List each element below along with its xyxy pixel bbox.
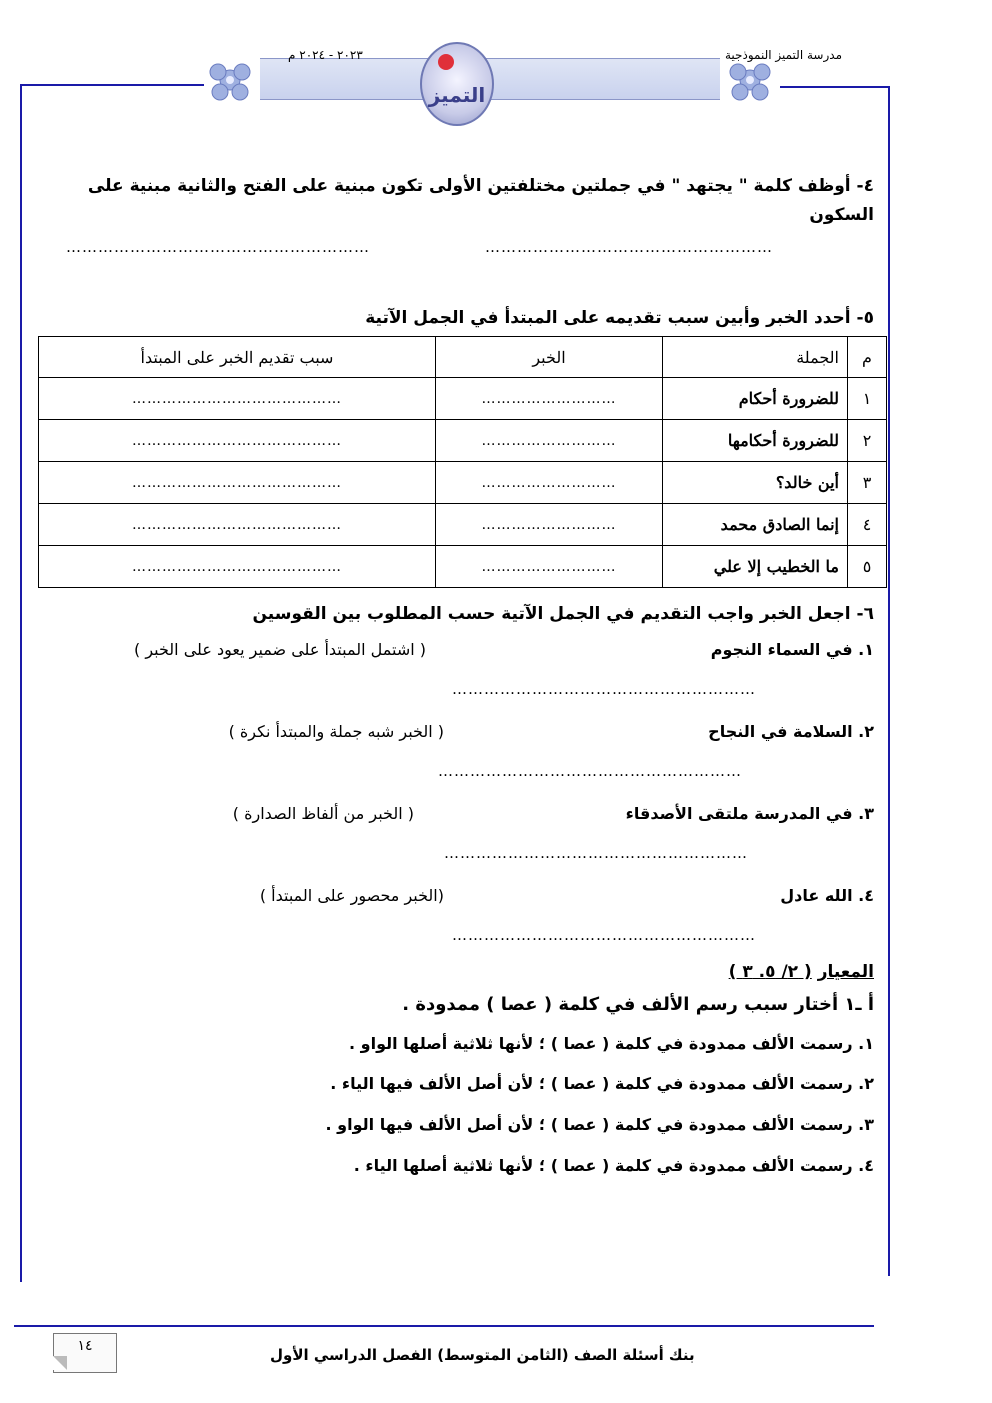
row-sentence: ما الخطيب إلا علي	[663, 546, 848, 588]
khabar-answer-field[interactable]: ………………………	[481, 390, 617, 407]
standard-label: المعيار	[817, 962, 874, 982]
table-header-row	[39, 337, 887, 378]
option-1[interactable]: ١. رسمت الألف ممدودة في كلمة ( عصا ) ؛ لأنها ثلاثية أصلها الواو .	[349, 1034, 874, 1053]
standard-code: ( ٢/ ٥. ٣ )	[728, 962, 812, 982]
academic-year: ٢٠٢٣ - ٢٠٢٤ م	[288, 48, 363, 62]
q6-title: ٦- اجعل الخبر واجب التقديم في الجمل الآتية حسب المطلوب بين القوسين	[252, 604, 874, 624]
option-4[interactable]: ٤. رسمت الألف ممدودة في كلمة ( عصا ) ؛ لأنها ثلاثية أصلها الياء .	[353, 1156, 874, 1175]
q6-item-1-sentence: ١. في السماء النجوم	[710, 640, 874, 659]
q4-answer-line-left[interactable]: …………………………………………………	[66, 238, 370, 256]
table-row	[39, 504, 887, 546]
logo-emblem-icon	[422, 44, 492, 124]
header-sentence: الجملة	[663, 337, 848, 378]
reason-answer-field[interactable]: ……………………………………	[132, 474, 342, 491]
q6-item-3-condition: ( الخبر من ألفاظ الصدارة )	[232, 804, 414, 823]
table-row	[39, 462, 887, 504]
school-logo	[420, 42, 494, 126]
row-num: ٤	[848, 504, 887, 546]
row-num: ٢	[848, 420, 887, 462]
khabar-answer-field[interactable]: ………………………	[481, 432, 617, 449]
table-row	[39, 546, 887, 588]
row-num: ٥	[848, 546, 887, 588]
header-num: م	[848, 337, 887, 378]
q5-title: ٥- أحدد الخبر وأبين سبب تقديمه على المبتدأ في الجمل الآتية	[365, 308, 874, 328]
reason-answer-field[interactable]: ……………………………………	[132, 516, 342, 533]
flower-ornament-left-icon	[200, 50, 260, 110]
header-khabar: الخبر	[436, 337, 663, 378]
table-row	[39, 378, 887, 420]
khabar-answer-field[interactable]: ………………………	[481, 474, 617, 491]
standard-question: أ ـ١ أختار سبب رسم الألف في كلمة ( عصا ) ممدودة .	[402, 994, 874, 1015]
reason-answer-field[interactable]: ……………………………………	[132, 390, 342, 407]
q6-item-2-answer[interactable]: …………………………………………………	[438, 762, 742, 780]
row-num: ٣	[848, 462, 887, 504]
khabar-answer-field[interactable]: ………………………	[481, 558, 617, 575]
standard-heading	[729, 962, 874, 982]
q4-answer-line-right[interactable]: ………………………………………………	[485, 238, 773, 256]
khabar-answer-field[interactable]: ………………………	[481, 516, 617, 533]
option-2[interactable]: ٢. رسمت الألف ممدودة في كلمة ( عصا ) ؛ لأن أصل الألف فيها الياء .	[330, 1074, 874, 1093]
q5-table	[38, 336, 887, 588]
row-sentence: للضرورة أحكام	[663, 378, 848, 420]
q6-item-4-answer[interactable]: …………………………………………………	[452, 926, 756, 944]
reason-answer-field[interactable]: ……………………………………	[132, 432, 342, 449]
q6-item-1-condition: ( اشتمل المبتدأ على ضمير يعود على الخبر )	[133, 640, 426, 659]
q6-item-2-sentence: ٢. السلامة في النجاح	[708, 722, 874, 741]
logo-text: التميز	[428, 83, 486, 107]
q4-line2: السكون	[809, 205, 874, 225]
q6-item-2-condition: ( الخبر شبه جملة والمبتدأ نكرة )	[228, 722, 444, 741]
footer-text: بنك أسئلة الصف (الثامن المتوسط) الفصل الدراسي الأول	[270, 1346, 695, 1364]
q6-item-3-answer[interactable]: …………………………………………………	[444, 844, 748, 862]
frame-top-left-line	[22, 84, 204, 86]
page-fold-icon	[53, 1356, 67, 1370]
table-row	[39, 420, 887, 462]
q4-line1: ٤- أوظف كلمة " يجتهد " في جملتين مختلفتين الأولى تكون مبنية على الفتح والثانية مبنية على	[87, 176, 874, 196]
row-sentence: أين خالد؟	[663, 462, 848, 504]
school-name: مدرسة التميز النموذجية	[725, 48, 842, 62]
frame-right-line	[888, 86, 890, 1276]
q6-item-1-answer[interactable]: …………………………………………………	[452, 680, 756, 698]
option-3[interactable]: ٣. رسمت الألف ممدودة في كلمة ( عصا ) ؛ لأن أصل الألف فيها الواو .	[325, 1115, 874, 1134]
q6-item-3-sentence: ٣. في المدرسة ملتقى الأصدقاء	[625, 804, 874, 823]
q6-item-4-condition: (الخبر محصور على المبتدأ )	[259, 886, 444, 905]
header-reason: سبب تقديم الخبر على المبتدأ	[39, 337, 436, 378]
reason-answer-field[interactable]: ……………………………………	[132, 558, 342, 575]
row-sentence: إنما الصادق محمد	[663, 504, 848, 546]
page-number: ١٤	[77, 1338, 93, 1354]
frame-left-line	[20, 84, 22, 1282]
q6-item-4-sentence: ٤. الله عادل	[780, 886, 874, 905]
row-sentence: للضرورة أحكامها	[663, 420, 848, 462]
footer-rule	[14, 1325, 874, 1327]
row-num: ١	[848, 378, 887, 420]
frame-top-right-line	[780, 86, 890, 88]
